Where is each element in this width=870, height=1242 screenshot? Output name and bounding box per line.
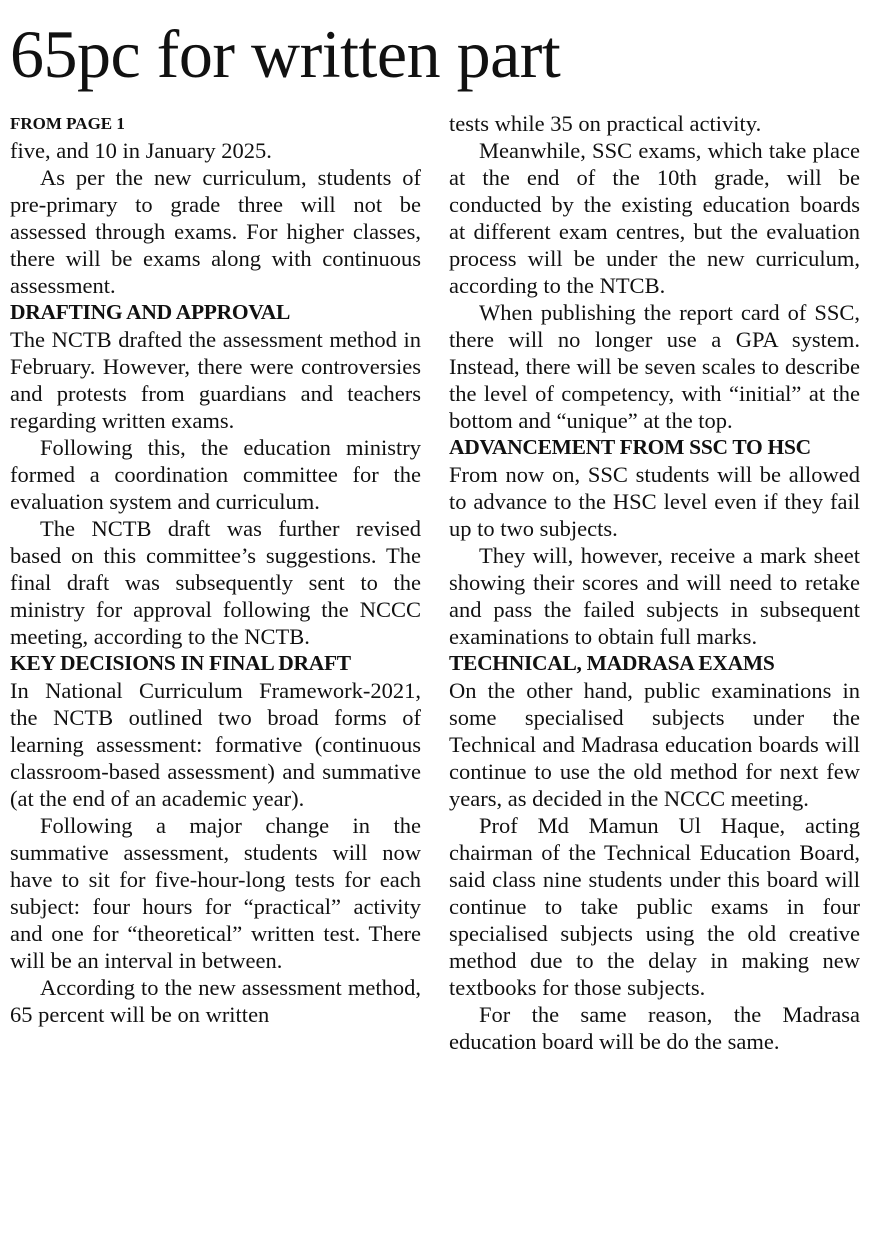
paragraph: Following a major change in the summative assessment, students will now have to sit for five-hour-long tests for each subject: four hours for “practical” activity and one for “theoretical” written test. There will be an interval in between. bbox=[10, 813, 421, 973]
paragraph: Meanwhile, SSC exams, which take place at the end of the 10th grade, will be conducted by the existing education boards at different exam centres, but the evaluation process will be under the new curriculum, according to the NTCB. bbox=[449, 138, 860, 298]
paragraph: According to the new assessment method, 65 percent will be on written bbox=[10, 975, 421, 1027]
paragraph: For the same reason, the Madrasa education board will be do the same. bbox=[449, 1002, 860, 1054]
paragraph: The NCTB draft was further revised based on this committee’s suggestions. The final draft was subsequently sent to the ministry for approval following the NCCC meeting, according to the NCTB. bbox=[10, 516, 421, 649]
paragraph: tests while 35 on practical activity. bbox=[449, 111, 762, 136]
paragraph: On the other hand, public examinations in some specialised subjects under the Technical and Madrasa education boards will continue to use the old method for next few years, as decided in the NCCC meeting. bbox=[449, 678, 860, 811]
subhead-key-decisions: KEY DECISIONS IN FINAL DRAFT bbox=[10, 651, 351, 675]
paragraph: The NCTB drafted the assessment method in February. However, there were controversies and protests from guardians and teachers regarding written exams. bbox=[10, 327, 421, 433]
subhead-drafting-approval: DRAFTING AND APPROVAL bbox=[10, 300, 290, 324]
subhead-advancement: ADVANCEMENT FROM SSC TO HSC bbox=[449, 435, 811, 459]
paragraph: five, and 10 in January 2025. bbox=[10, 138, 272, 163]
subhead-technical-madrasa: TECHNICAL, MADRASA EXAMS bbox=[449, 651, 775, 675]
paragraph: As per the new curriculum, students of pre-primary to grade three will not be assessed through exams. For higher classes, there will be exams along with continuous assessment. bbox=[10, 165, 421, 298]
paragraph: From now on, SSC students will be allowed to advance to the HSC level even if they fail up to two subjects. bbox=[449, 462, 860, 541]
article-column-left bbox=[10, 110, 421, 1028]
headline: 65pc for written part bbox=[10, 16, 561, 92]
kicker-from-page: FROM PAGE 1 bbox=[10, 114, 125, 133]
paragraph: When publishing the report card of SSC, there will no longer use a GPA system. Instead, there will be seven scales to describe the level of competency, with “initial” at the bottom and “unique” at the top. bbox=[449, 300, 860, 433]
paragraph: In National Curriculum Framework-2021, the NCTB outlined two broad forms of learning assessment: formative (continuous classroom-based assessment) and summative (at the end of an academic year). bbox=[10, 678, 421, 811]
paragraph: They will, however, receive a mark sheet showing their scores and will need to retake and pass the failed subjects in subsequent examinations to obtain full marks. bbox=[449, 543, 860, 649]
article-column-right bbox=[449, 110, 860, 1055]
paragraph: Following this, the education ministry formed a coordination committee for the evaluation system and curriculum. bbox=[10, 435, 421, 514]
paragraph: Prof Md Mamun Ul Haque, acting chairman of the Technical Education Board, said class nine students under this board will continue to take public exams in four specialised subjects using the old creative method due to the delay in making new textbooks for those subjects. bbox=[449, 813, 860, 1000]
